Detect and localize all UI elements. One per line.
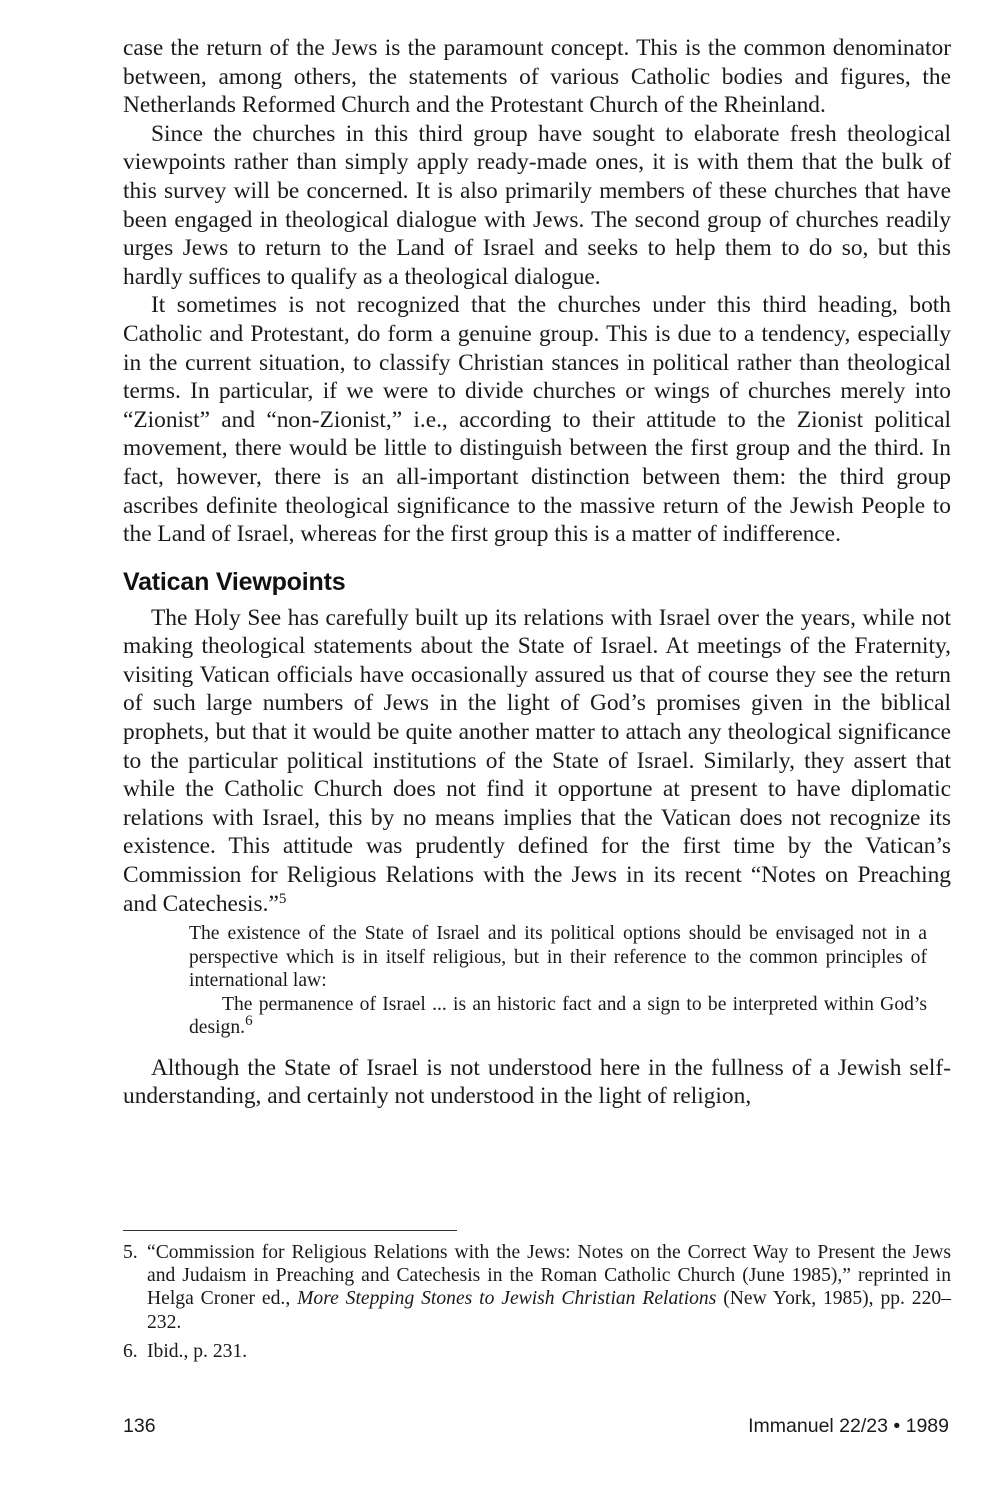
footnote-number: 6. <box>123 1340 138 1362</box>
journal-citation: Immanuel 22/23 • 1989 <box>748 1415 949 1437</box>
body-paragraph: Although the State of Israel is not understood here in the fullness of a Jewish self-understanding, and certainly not understood in the light of religion, <box>123 1054 951 1110</box>
paragraph-text: The Holy See has carefully built up its relations with Israel over the years, while not making theological statements about the State of Israel. At meetings of the Fraternity, visiting Vatican officials have occasionally assured us that of course they see the return of such large numbers of Jews in the light of God’s promises given in the biblical prophets, but that it would be quite another matter to attach any theological significance to the particular political institutions of the State of Israel. Similarly, they assert that while the Catholic Church does not find it opportune at present to have diplomatic relations with Israel, this by no means implies that the Vatican does not recognize its existence. This attitude was prudently defined for the first time by the Vatican’s Commission for Religious Relations with the Jews in its recent “Notes on Preaching and Catechesis.” <box>123 604 951 917</box>
footnote-reference-5[interactable]: 5 <box>278 890 287 907</box>
body-paragraph <box>123 604 951 919</box>
footnote-text-part: “Commission for Religious Relations with the Jews: Notes on the Correct Way to Present the Jews and Judaism in Preaching and Catechesis in the Roman Catholic Church (June 1985),” reprinted in Helga Croner ed., <box>147 1242 951 1310</box>
body-paragraph: Since the churches in this third group have sought to elaborate fresh theological viewpoints rather than simply apply ready-made ones, it is with them that the bulk of this survey will be concerned. It is also primarily members of these churches that have been engaged in theological dialogue with Jews. The second group of churches readily urges Jews to return to the Land of Israel and seeks to help them to do so, but this hardly suffices to qualify as a theological dialogue. <box>123 120 951 290</box>
footnote-5 <box>123 1241 951 1334</box>
section-heading: Vatican Viewpoints <box>123 567 346 596</box>
footnote-text-part: (New York, 1985), pp. 220–232. <box>147 1288 951 1333</box>
page-number: 136 <box>123 1415 156 1437</box>
book-title: More Stepping Stones to Jewish Christian Relations <box>297 1288 717 1310</box>
footnotes <box>123 1241 951 1363</box>
page-body <box>123 34 951 1111</box>
quotation-text: The existence of the State of Israel and its political options should be envisaged not in a perspective which is in itself religious, but in their reference to the common principles of international law: <box>189 923 927 992</box>
footnote-divider <box>123 1230 457 1231</box>
footnote-6 <box>123 1340 951 1363</box>
body-paragraph: case the return of the Jews is the paramount concept. This is the common denominator between, among others, the statements of various Catholic bodies and figures, the Netherlands Reformed Church and the Protestant Church of the Rheinland. <box>123 35 951 119</box>
footnote-text: Ibid., p. 231. <box>147 1340 248 1362</box>
block-quotation <box>189 922 927 1040</box>
body-paragraph: It sometimes is not recognized that the churches under this third heading, both Catholic and Protestant, do form a genuine group. This is due to a tendency, especially in the current situation, to classify Christian stances in political rather than theological terms. In particular, if we were to divide churches or wings of churches merely into “Zionist” and “non-Zionist,” i.e., according to their attitude to the Zionist political movement, there would be little to distinguish between the first group and the third. In fact, however, there is an all-important distinction between them: the third group ascribes definite theological significance to the massive return of the Jewish People to the Land of Israel, whereas for the first group this is a matter of indifference. <box>123 292 951 548</box>
quotation-text <box>189 993 927 1040</box>
footnote-number: 5. <box>123 1242 138 1263</box>
footnote-text <box>147 1241 951 1334</box>
footnote-reference-6[interactable]: 6 <box>245 1013 253 1030</box>
quotation-text-inner: The permanence of Israel ... is an historic fact and a sign to be interpreted within God’s design. <box>189 993 927 1039</box>
page-footer <box>123 1414 949 1438</box>
